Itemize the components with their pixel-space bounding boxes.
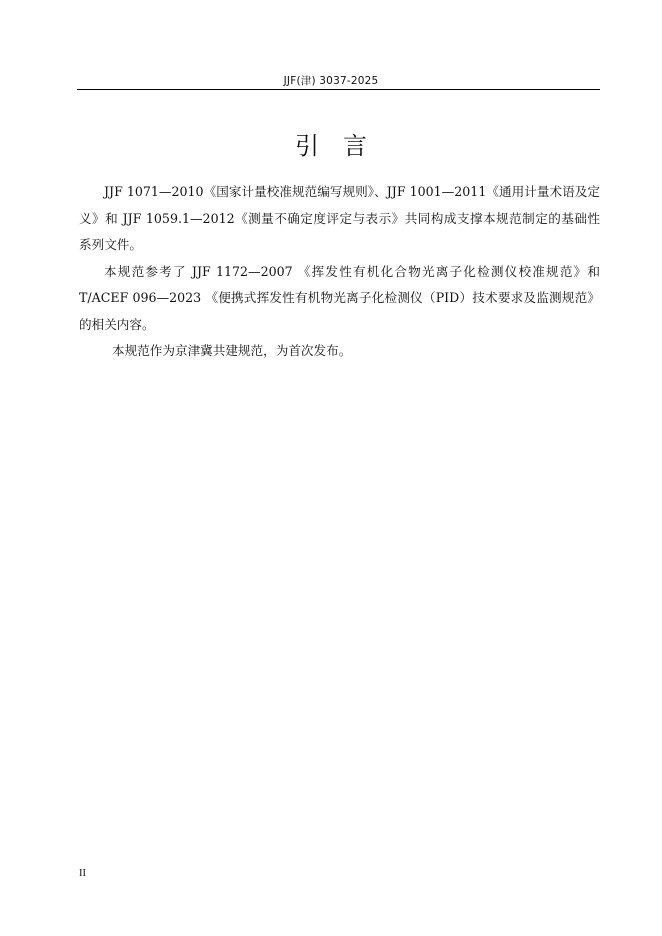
page-number: II [79, 868, 86, 879]
header-divider [77, 89, 600, 90]
paragraph-line: 系列文件。 [79, 237, 142, 252]
paragraph-1 [79, 179, 600, 259]
paragraph-line: 本规范作为京津冀共建规范，为首次发布。 [112, 343, 352, 358]
paragraph-line: 本规范参考了 JJF 1172—2007 《挥发性有机化合物光离子化检测仪校准规范》和 [104, 263, 600, 279]
paragraph-line: T/ACEF 096—2023 《便携式挥发性有机物光离子化检测仪（PID）技术要求及监测规范》 [79, 290, 600, 305]
page-title: 引言 [295, 132, 391, 160]
paragraph-line: JJF 1071—2010《国家计量校准规范编写规则》、JJF 1001—2011《通用计量术语及定 [104, 184, 600, 199]
document-code-header: JJF(津) 3037-2025 [283, 75, 379, 87]
body-text [79, 179, 600, 365]
paragraph-3 [79, 338, 600, 365]
paragraph-line: 的相关内容。 [79, 316, 155, 332]
paragraph-2 [79, 259, 600, 339]
paragraph-line: 义》和 JJF 1059.1—2012《测量不确定度评定与表示》共同构成支撑本规范制定的基础性 [79, 210, 600, 226]
